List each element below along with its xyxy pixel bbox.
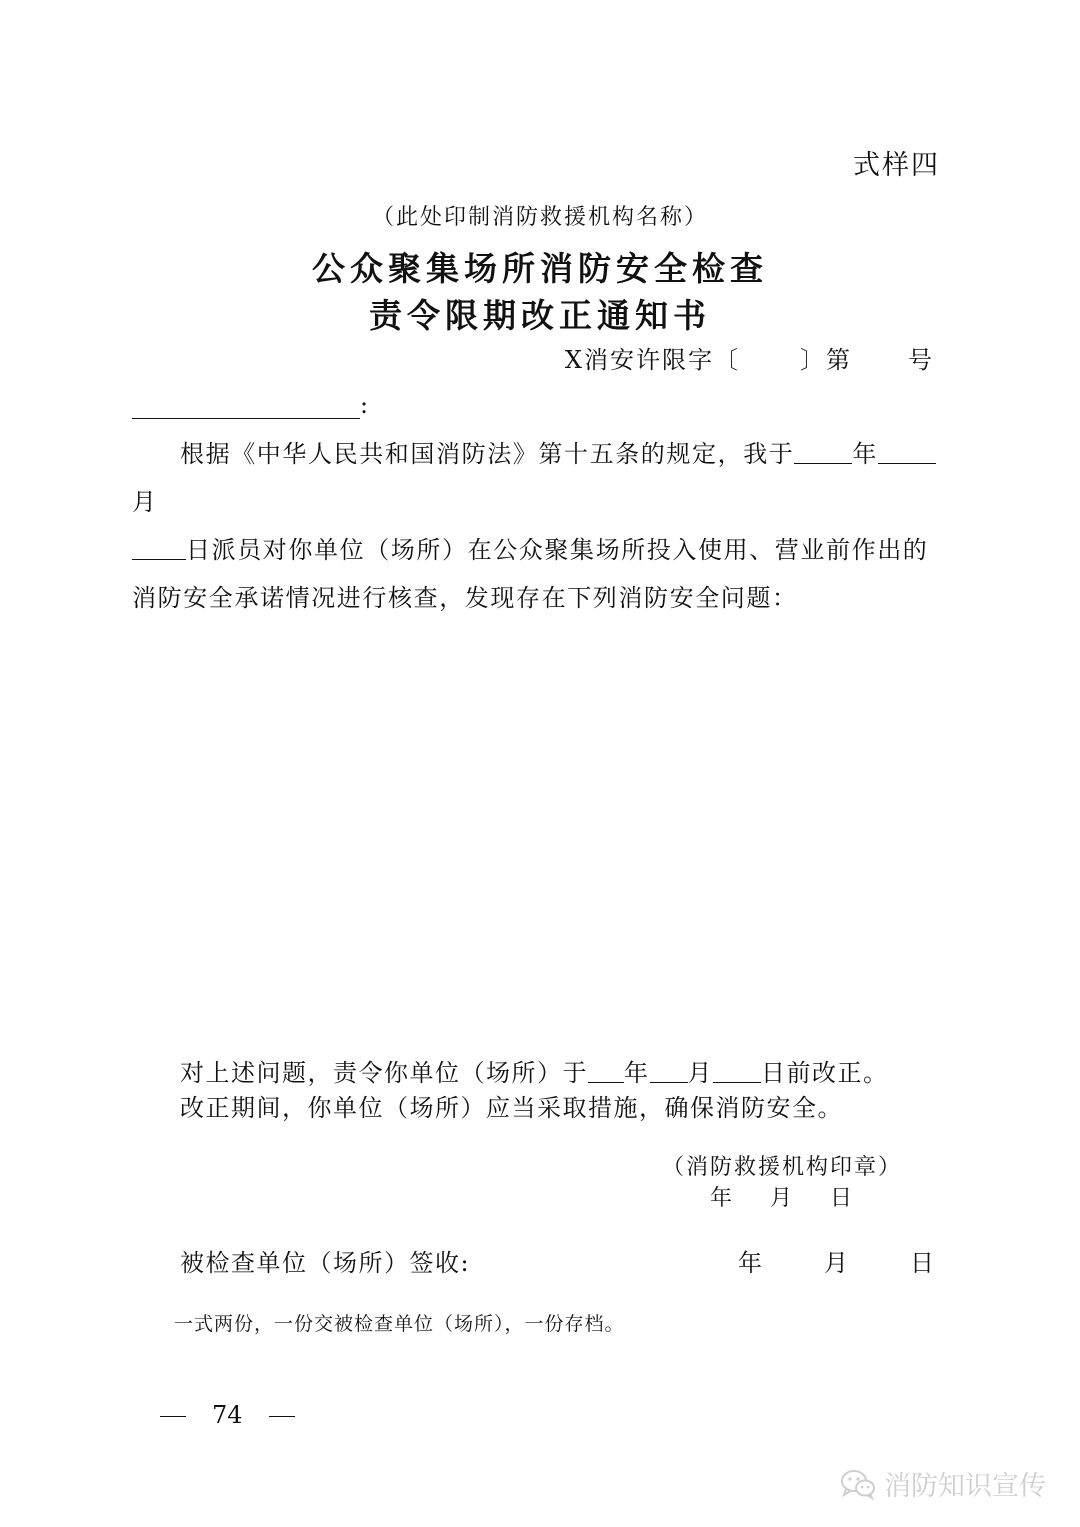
- recipient-colon: :: [360, 391, 369, 419]
- signature-month: 月: [824, 1249, 848, 1277]
- watermark-text: 消防知识宣传: [884, 1471, 1046, 1502]
- document-title-line2: 责令限期改正通知书: [369, 296, 711, 335]
- doc-number-prefix: X消安许限字〔: [564, 346, 740, 374]
- inspection-year-blank: [794, 439, 852, 464]
- page-dash-right: [269, 1416, 295, 1417]
- watermark: [840, 1464, 1046, 1503]
- inspection-day-blank: [132, 535, 186, 560]
- page-number-value: 74: [212, 1401, 243, 1429]
- signature-label: 被检查单位（场所）签收:: [180, 1249, 471, 1277]
- order-text-a: 对上述问题，责令你单位（场所）于: [180, 1059, 588, 1087]
- body-year: 年: [852, 440, 879, 468]
- page-number: [160, 1401, 295, 1429]
- org-name-placeholder: （此处印制消防救援机构名称）: [371, 205, 708, 230]
- order-line-2: 改正期间，你单位（场所）应当采取措施，确保消防安全。: [180, 1094, 843, 1122]
- body-text-a: 根据《中华人民共和国消防法》第十五条的规定，我于: [180, 440, 795, 468]
- recipient-blank: [132, 394, 360, 419]
- signature-year: 年: [738, 1249, 762, 1277]
- document-title-line1: 公众聚集场所消防安全检查: [312, 249, 768, 288]
- body-text-b: 日派员对你单位（场所）在公众聚集场所投入使用、营业前作出的消防安全承诺情况进行核查，发现存在下列消防安全问题：: [132, 536, 929, 612]
- doc-number-suffix: 号: [908, 346, 934, 374]
- order-month: 月: [687, 1059, 713, 1087]
- body-paragraph: [132, 430, 952, 622]
- seal-month: 月: [770, 1186, 793, 1211]
- sample-label: 式样四: [853, 150, 940, 181]
- deadline-month-blank: [650, 1058, 688, 1083]
- order-text-b: 日前改正。: [761, 1059, 889, 1087]
- deadline-day-blank: [713, 1058, 761, 1083]
- seal-label: （消防救援机构印章）: [662, 1155, 903, 1180]
- seal-day: 日: [830, 1186, 853, 1211]
- signature-day: 日: [910, 1249, 934, 1277]
- body-month: 月: [132, 488, 158, 516]
- page-dash-left: [160, 1416, 186, 1417]
- signature-date: [738, 1243, 934, 1278]
- seal-year: 年: [710, 1186, 733, 1211]
- seal-date: [710, 1181, 890, 1212]
- inspection-month-blank: [878, 439, 936, 464]
- order-line-1: [180, 1053, 889, 1088]
- document-number: [565, 340, 934, 375]
- deadline-year-blank: [588, 1058, 624, 1083]
- recipient-line: [132, 391, 368, 419]
- wechat-icon: [840, 1468, 876, 1500]
- doc-number-bracket-close: 〕第: [800, 346, 852, 374]
- copies-note: 一式两份，一份交被检查单位（场所），一份存档。: [174, 1313, 625, 1335]
- order-year: 年: [624, 1059, 650, 1087]
